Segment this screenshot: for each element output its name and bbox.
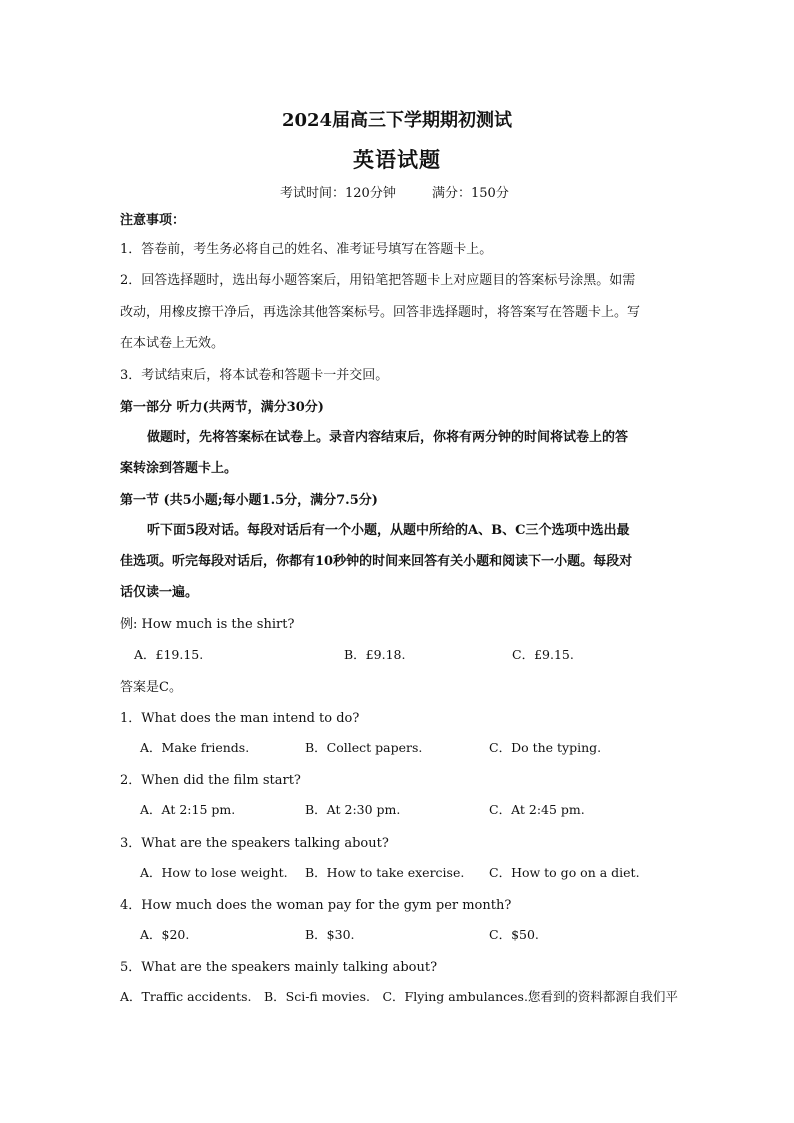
question-3: 3．What are the speakers talking about?: [120, 836, 389, 851]
notes-item-3: 3．考试结束后，将本试卷和答题卡一并交回。: [120, 368, 389, 383]
notes-heading: 注意事项：: [120, 213, 186, 228]
question-1: 1．What does the man intend to do?: [120, 711, 360, 726]
example-option-a: A．£19.15.: [134, 647, 204, 662]
question-2-option-c: C．At 2:45 pm.: [489, 802, 585, 817]
question-3-option-c: C．How to go on a diet.: [489, 865, 640, 880]
notes-item-2-line-2: 改动，用橡皮擦干净后，再选涂其他答案标号。回答非选择题时，将答案写在答题卡上。写: [120, 305, 641, 320]
section1-instruction-line-3: 话仅读一遍。: [120, 585, 199, 600]
question-2-option-a: A．At 2:15 pm.: [140, 802, 236, 817]
question-1-option-c: C．Do the typing.: [489, 740, 602, 755]
notes-item-1: 1．答卷前，考生务必将自己的姓名、准考证号填写在答题卡上。: [120, 242, 493, 257]
example-option-c: C．£9.15.: [512, 647, 574, 662]
question-3-option-a: A．How to lose weight.: [140, 865, 288, 880]
exam-time: 考试时间：120分钟: [280, 186, 396, 201]
notes-item-2-line-1: 2．回答选择题时，选出每小题答案后，用铅笔把答题卡上对应题目的答案标号涂黑。如需: [120, 273, 636, 288]
question-4: 4．How much does the woman pay for the gym per month?: [120, 898, 512, 913]
question-1-option-b: B．Collect papers.: [305, 740, 423, 755]
notes-item-2-line-3: 在本试卷上无效。: [120, 336, 225, 351]
question-1-option-a: A．Make friends.: [140, 740, 250, 755]
question-5: 5．What are the speakers mainly talking about?: [120, 960, 438, 975]
exam-title: 2024届高三下学期期初测试: [281, 110, 513, 131]
full-score: 满分：150分: [432, 186, 509, 201]
example-option-b: B．£9.18.: [344, 647, 406, 662]
part1-heading: 第一部分 听力(共两节，满分30分): [120, 400, 324, 415]
section1-heading: 第一节 (共5小题;每小题1.5分，满分7.5分): [120, 493, 378, 508]
question-4-option-a: A．$20.: [140, 927, 190, 942]
subject-title: 英语试题: [353, 147, 441, 172]
question-3-option-b: B．How to take exercise.: [305, 865, 465, 880]
example-question: 例: How much is the shirt?: [120, 617, 295, 632]
question-5-options: A．Traffic accidents. B．Sci-fi movies. C．Flying ambulances.您看到的资料都源自我们平: [120, 989, 678, 1004]
section1-instruction-line-1: 听下面5段对话。每段对话后有一个小题，从题中所给的A、B、C三个选项中选出最: [147, 523, 630, 538]
section1-instruction-line-2: 佳选项。听完每段对话后，你都有10秒钟的时间来回答有关小题和阅读下一小题。每段对: [120, 554, 633, 569]
question-4-option-c: C．$50.: [489, 927, 539, 942]
part1-instruction-line-2: 案转涂到答题卡上。: [120, 461, 238, 476]
part1-instruction-line-1: 做题时，先将答案标在试卷上。录音内容结束后，你将有两分钟的时间将试卷上的答: [147, 430, 629, 445]
question-2-option-b: B．At 2:30 pm.: [305, 802, 401, 817]
question-2: 2．When did the film start?: [120, 773, 301, 788]
question-4-option-b: B．$30.: [305, 927, 355, 942]
example-answer: 答案是C。: [120, 680, 182, 695]
